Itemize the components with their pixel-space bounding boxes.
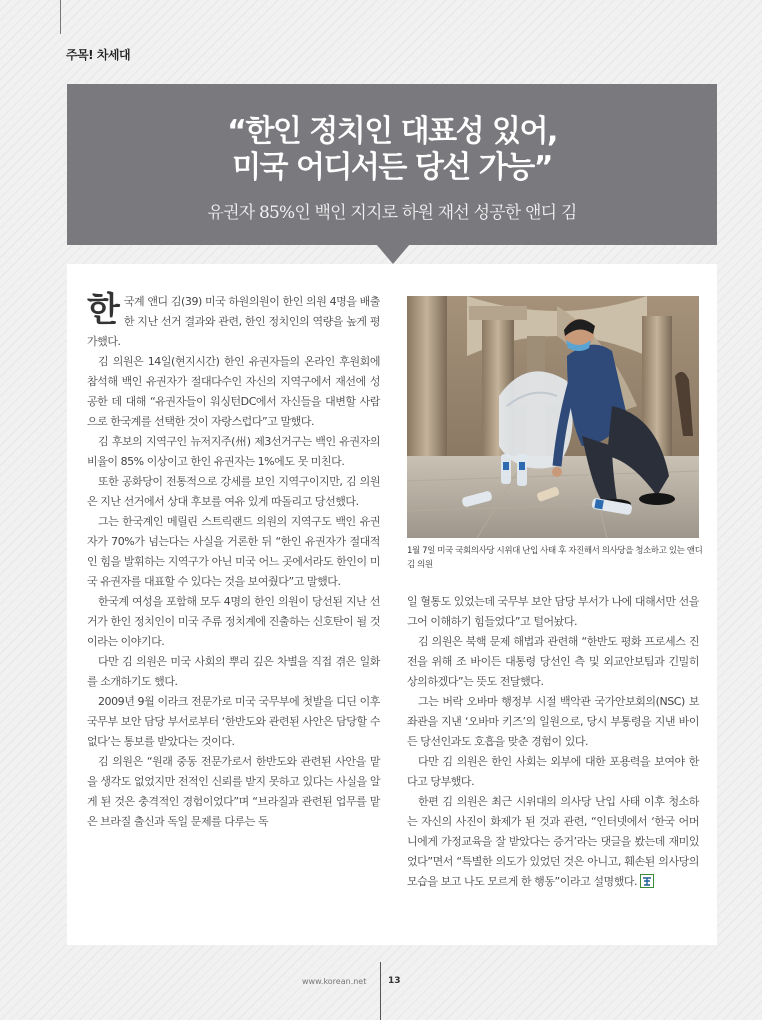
paragraph: 다만 김 의원은 한인 사회는 외부에 대한 포용력을 보여야 한다고 당부했다. — [407, 755, 699, 788]
paragraph: 일 혈통도 있었는데 국무부 보안 담당 부서가 나에 대해서만 선을 그어 이해하기 힘들었다”고 털어놨다. — [407, 595, 699, 628]
paragraph: 김 의원은 14일(현지시간) 한인 유권자들의 온라인 후원회에 참석해 백인 유권자가 절대다수인 자신의 지역구에서 재선에 성공한 데 대해 “유권자들이 워싱턴DC에서 자신들을 대변할 사람으로 한국계를 선택한 것이 자랑스럽다”고 말했다. — [87, 355, 380, 428]
footer-divider — [380, 962, 381, 1020]
paragraph: 김 후보의 지역구인 뉴저지주(州) 제3선거구는 백인 유권자의 비율이 85% 이상이고 한인 유권자는 1%에도 못 미친다. — [87, 435, 380, 468]
paragraph-1 — [87, 292, 380, 352]
paragraph: 김 의원은 “원래 중동 전문가로서 한반도와 관련된 사안을 맡을 생각도 없었지만 전적인 신뢰를 받지 못하고 있다는 사실을 알게 된 것은 충격적인 경험이었다”며 “브라질과 관련된 업무를 맡은 브라질 출신과 독일 문제를 다루는 독 — [87, 755, 380, 828]
news-photo — [407, 296, 699, 538]
banner-pointer — [376, 244, 410, 264]
subheadline: 유권자 85%인 백인 지지로 하원 재선 성공한 앤디 김 — [207, 203, 577, 223]
end-mark-icon — [640, 874, 654, 888]
page-number: 13 — [388, 976, 401, 986]
paragraph: 김 의원은 북핵 문제 해법과 관련해 “한반도 평화 프로세스 진전을 위해 조 바이든 대통령 당선인 측 및 외교안보팀과 긴밀히 상의하겠다”는 뜻도 전달했다. — [407, 635, 699, 688]
paragraph: 다만 김 의원은 미국 사회의 뿌리 깊은 차별을 직접 겪은 일화를 소개하기도 했다. — [87, 655, 380, 688]
column-left — [87, 292, 380, 832]
photo-caption: 1월 7일 미국 국회의사당 시위대 난입 사태 후 자진해서 의사당을 청소하고 있는 앤디 김 의원 — [407, 546, 703, 570]
paragraph: 또한 공화당이 전통적으로 강세를 보인 지역구이지만, 김 의원은 지난 선거에서 상대 후보를 여유 있게 따돌리고 당선했다. — [87, 475, 380, 508]
paragraph: 그는 버락 오바마 행정부 시절 백악관 국가안보회의(NSC) 보좌관을 지낸 ‘오바마 키즈’의 일원으로, 당시 부통령을 지낸 바이든 당선인과도 호흡을 맞춘 경험이 있다. — [407, 695, 699, 748]
paragraph: 한국계 여성을 포함해 모두 4명의 한인 의원이 당선된 지난 선거가 한인 정치인이 미국 주류 정치계에 진출하는 신호탄이 될 것이라는 이야기다. — [87, 595, 380, 648]
column-right — [407, 592, 699, 892]
paragraph-last-text: 한편 김 의원은 최근 시위대의 의사당 난입 사태 이후 청소하는 자신의 사진이 화제가 된 것과 관련, “인터넷에서 ‘한국 어머니에게 가정교육을 잘 받았다는 증거’라는 댓글을 봤는데 재미있었다”면서 “특별한 의도가 있었던 것은 아니고, 훼손된 의사당의 모습을 보고 나도 모르게 한 행동”이라고 설명했다. — [407, 795, 699, 888]
footer-url: www.korean.net — [302, 977, 367, 986]
article-body — [67, 264, 717, 945]
dropcap: 한 — [87, 290, 120, 330]
paragraph: 그는 한국계인 메릴린 스트릭랜드 의원의 지역구도 백인 유권자가 70%가 넘는다는 사실을 거론한 뒤 “한인 유권자가 절대적인 힘을 발휘하는 지역구가 아닌 미국 어느 곳에서라도 한인이 미국 유권자를 대표할 수 있다는 것을 보여줬다”고 말했다. — [87, 515, 380, 588]
paragraph: 2009년 9월 이라크 전문가로 미국 국무부에 첫발을 디딘 이후 국무부 보안 담당 부서로부터 ‘한반도와 관련된 사안은 담당할 수 없다’는 통보를 받았다는 것이다. — [87, 695, 380, 748]
headline-line-2: 미국 어디서든 당선 가능” — [232, 150, 552, 185]
paragraph-1-text: 국계 앤디 김(39) 미국 하원의원이 한인 의원 4명을 배출한 지난 선거 결과와 관련, 한인 정치인의 역량을 높게 평가했다. — [87, 295, 380, 348]
paragraph-last — [407, 792, 699, 892]
top-margin-line — [60, 0, 61, 34]
headline-banner — [67, 84, 717, 245]
headline-line-1: “한인 정치인 대표성 있어, — [227, 114, 557, 149]
section-label: 주목! 차세대 — [66, 48, 131, 62]
